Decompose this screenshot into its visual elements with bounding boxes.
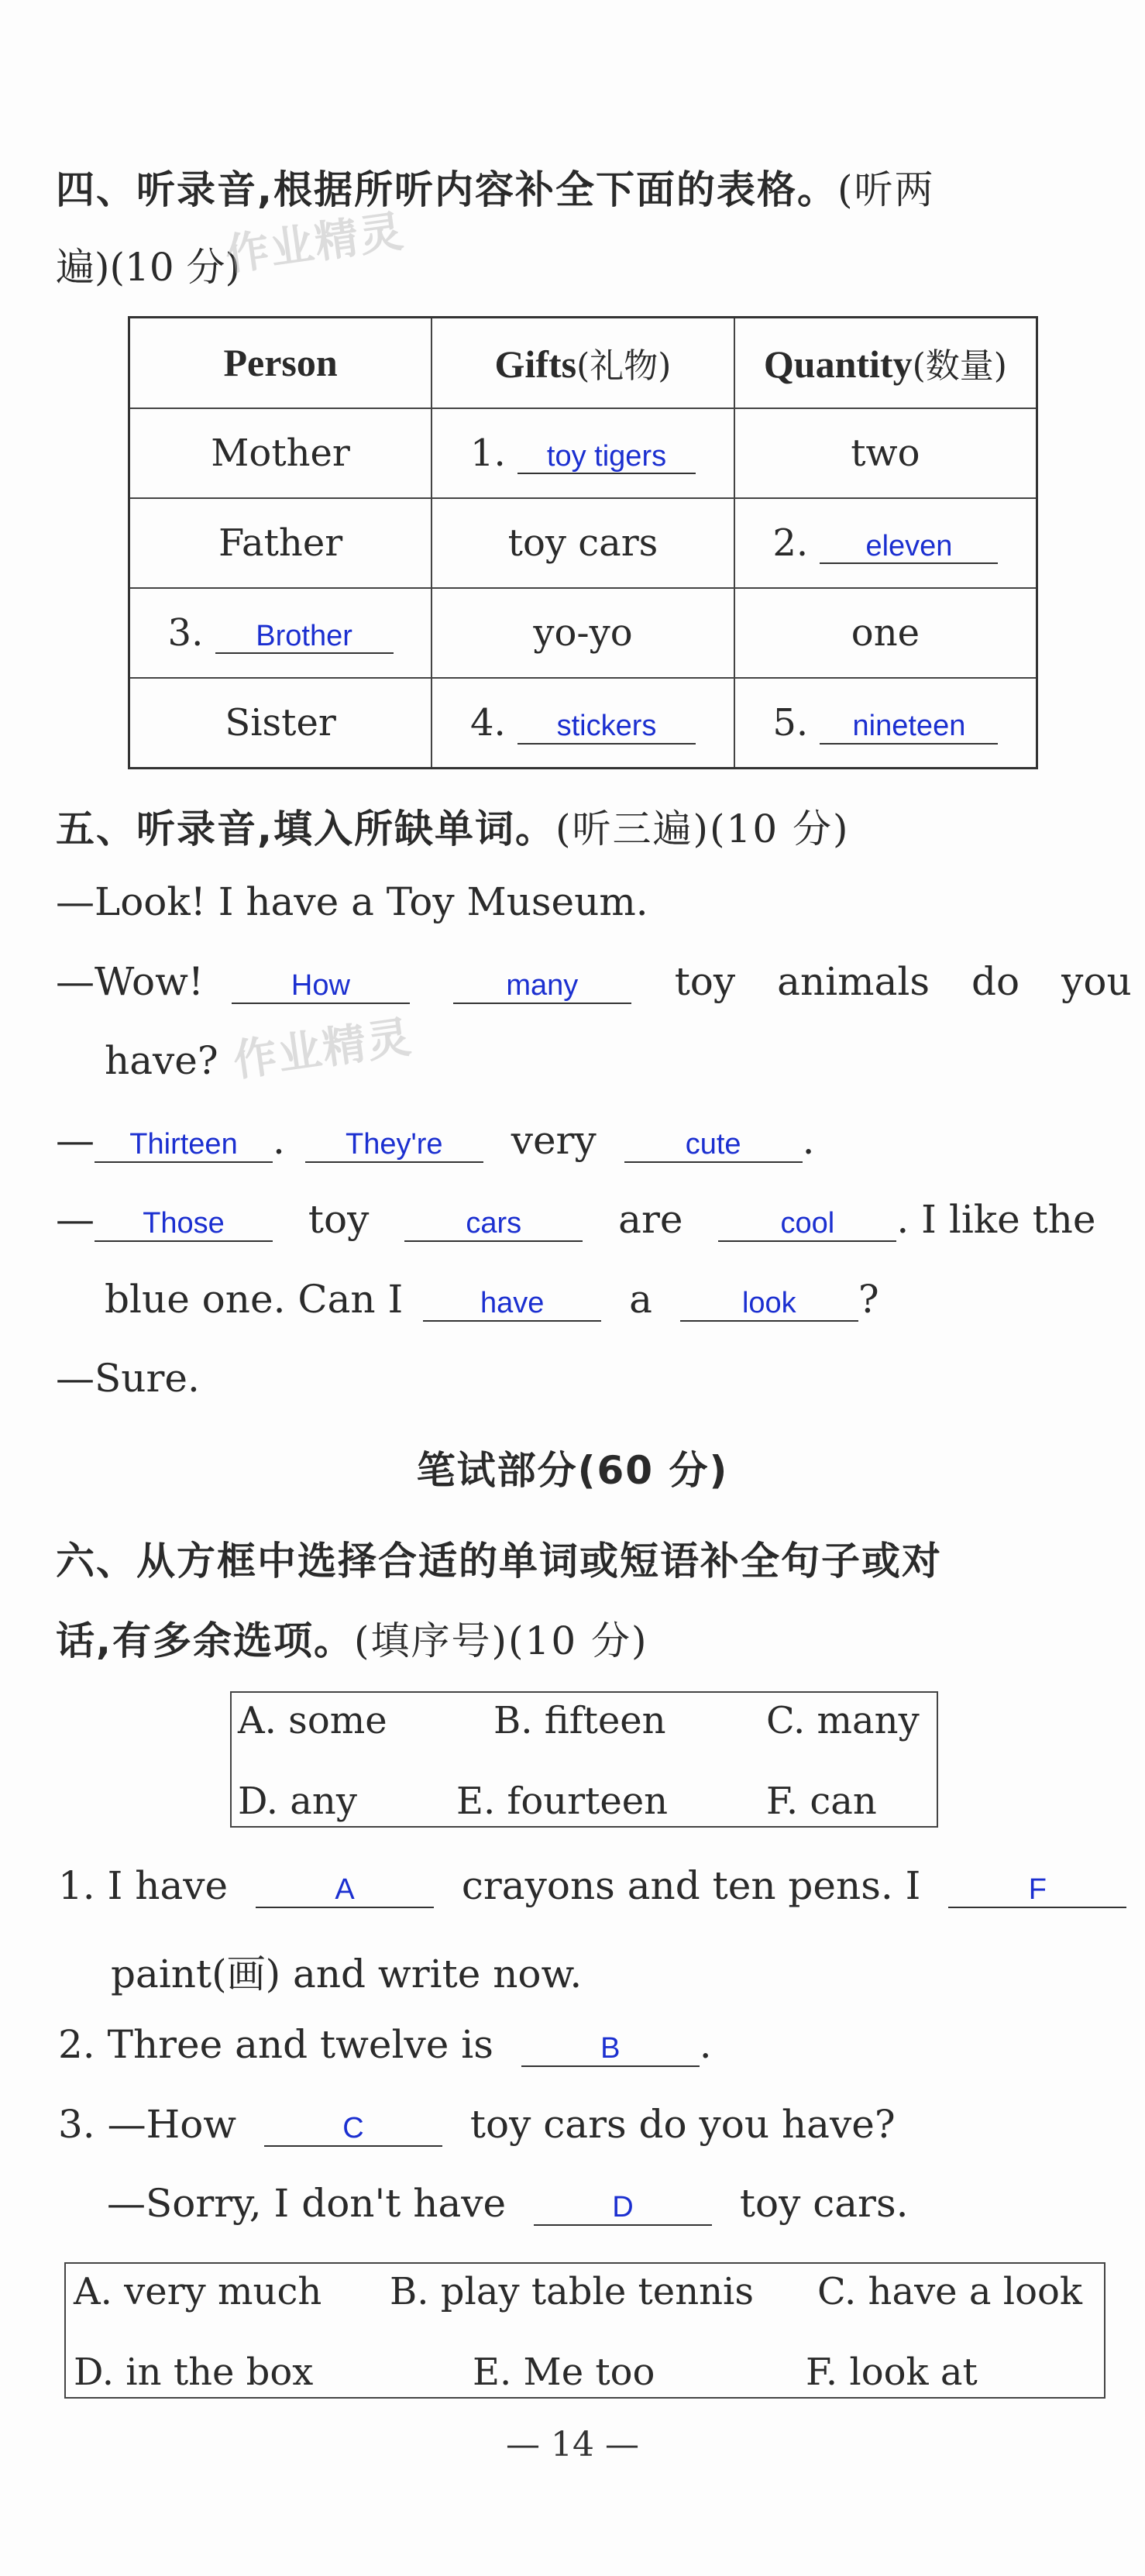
dialogue-line-7: —Sure. [56,1356,200,1401]
option: D. any [238,1780,357,1823]
option: A. very much [74,2270,322,2313]
cell-quantity: two [734,408,1037,498]
option: D. in the box [74,2351,314,2394]
options-box-1 [230,1691,938,1828]
cell-gift: yo-yo [432,588,734,678]
cell-gift: 4. stickers [432,678,734,769]
option: E. fourteen [456,1780,669,1823]
section6-title: 六、从方框中选择合适的单词或短语补全句子或对 [56,1539,942,1584]
options-box-2 [64,2262,1105,2399]
header-person: Person [129,318,432,408]
written-part-heading: 笔试部分(60 分) [416,1448,729,1493]
answer-blank[interactable]: D [534,2192,712,2226]
answer-blank[interactable]: eleven [820,531,998,565]
header-quantity: Quantity(数量) [734,318,1037,408]
cell-person: 3. Brother [129,588,432,678]
cell-quantity: 5. nineteen [734,678,1037,769]
dialogue-line-2: —Wow! How many toy animals do you [56,959,1132,1004]
section4-title-cont: 遍)(10 分) [56,245,241,290]
dialogue-line-5: — Those toy cars are cool . I like the [56,1197,1096,1242]
answer-blank[interactable]: How [232,970,410,1004]
table-row [129,678,1037,769]
cell-person: Father [129,498,432,588]
cell-gift: 1. toy tigers [432,408,734,498]
answer-blank[interactable]: Brother [215,621,394,655]
watermark: 作业精灵 [222,206,408,281]
option: F. look at [806,2351,978,2394]
answer-blank[interactable]: many [453,970,631,1004]
answer-blank[interactable]: have [423,1288,601,1322]
gifts-table [128,316,1038,769]
answer-blank[interactable]: cars [404,1208,583,1242]
watermark: 作业精灵 [230,1012,416,1087]
option: F. can [766,1780,877,1823]
answer-blank[interactable]: toy tigers [517,441,696,475]
section5-title: 五、听录音,填入所缺单词。(听三遍)(10 分) [56,807,850,851]
option: C. many [766,1699,920,1742]
section6-title-cont: 话,有多余选项。(填序号)(10 分) [56,1618,648,1663]
table-row [129,588,1037,678]
answer-blank[interactable]: F [948,1874,1126,1908]
question-1: 1. I have A crayons and ten pens. I F [58,1863,1126,1908]
cell-quantity: one [734,588,1037,678]
dialogue-line-1: —Look! I have a Toy Museum. [56,879,648,924]
table-row [129,408,1037,498]
question-2: 2. Three and twelve is B . [58,2022,712,2067]
dialogue-line-3: have? [105,1038,218,1083]
answer-blank[interactable]: cute [624,1129,803,1163]
option: E. Me too [473,2351,655,2394]
question-1-cont: paint(画) and write now. [111,1952,583,1996]
dialogue-line-4: — Thirteen . They're very cute . [56,1118,815,1163]
answer-blank[interactable]: cool [718,1208,896,1242]
answer-blank[interactable]: A [256,1874,434,1908]
option: C. have a look [817,2270,1082,2313]
answer-blank[interactable]: C [264,2113,442,2147]
dialogue-line-6: blue one. Can I have a look ? [105,1277,879,1322]
header-gifts: Gifts(礼物) [432,318,734,408]
question-3-cont: —Sorry, I don't have D toy cars. [107,2181,909,2226]
question-3: 3. —How C toy cars do you have? [58,2102,896,2147]
answer-blank[interactable]: nineteen [820,710,998,745]
cell-quantity: 2. eleven [734,498,1037,588]
page-number: — 14 — [506,2425,639,2464]
option: A. some [238,1699,387,1742]
table-row [129,498,1037,588]
answer-blank[interactable]: look [680,1288,858,1322]
answer-blank[interactable]: stickers [517,710,696,745]
section4-title: 四、听录音,根据所听内容补全下面的表格。(听两 [56,167,935,212]
answer-blank[interactable]: Thirteen [95,1129,273,1163]
answer-blank[interactable]: They're [305,1129,483,1163]
option: B. play table tennis [390,2270,755,2313]
option: B. fifteen [493,1699,666,1742]
cell-person: Mother [129,408,432,498]
cell-gift: toy cars [432,498,734,588]
answer-blank[interactable]: Those [95,1208,273,1242]
cell-person: Sister [129,678,432,769]
answer-blank[interactable]: B [521,2033,700,2067]
